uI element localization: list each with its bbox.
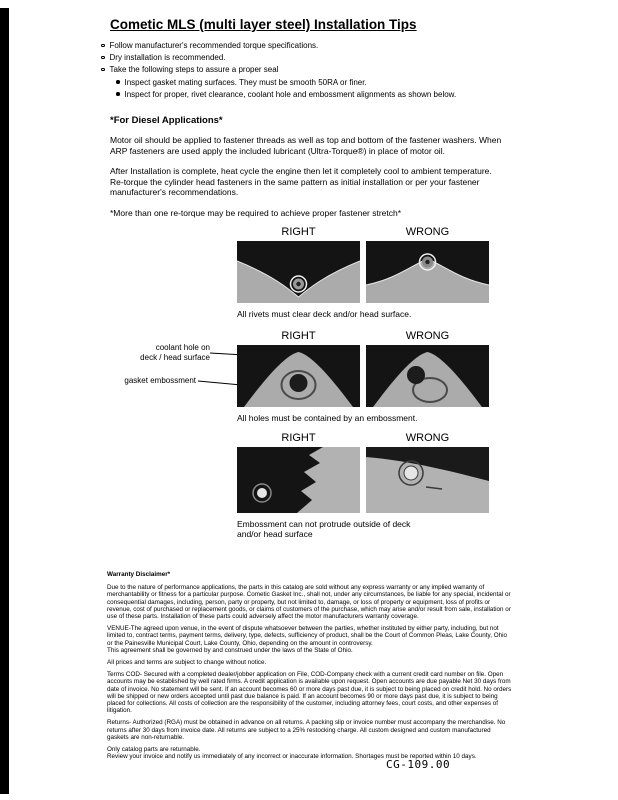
embossment-caption-line1: Embossment can not protrude outside of deck	[237, 519, 411, 529]
page-number: CG-109.00	[386, 758, 451, 771]
embossment-right-diagram	[237, 447, 360, 513]
disclaimer-paragraph: This agreement shall be governed by and construed under the laws of the State of Ohio.	[107, 646, 353, 654]
disclaimer-paragraph: VENUE-The agreed upon venue, in the event of dispute whatsoever between the parties, whether instituted by either party, including, but not limited to, contract terms, payment terms, delivery, type, defects, sufficiency of product, shall be the Court of Common Pleas, Lake County, Ohio or the Painesville Municipal Court, Lake County, Ohio, depending on the amount in controversy.	[107, 625, 508, 647]
gasket-embossment-label: gasket embossment	[124, 376, 196, 385]
rivet-right-diagram	[237, 241, 360, 303]
page-left-border	[0, 8, 9, 794]
diesel-paragraph-2: After Installation is complete, heat cycle the engine then let it completely cool to ambient temperature. Re-torque the cylinder head fasteners in the same pattern as initial installation or per your fastener manufacturer's recommendations.	[110, 166, 492, 198]
rivet-diagram-row	[237, 226, 489, 319]
warranty-disclaimer-section	[107, 571, 512, 765]
disclaimer-heading: Warranty Disclaimer*	[107, 571, 171, 578]
disclaimer-paragraph: Returns- Authorized (RGA) must be obtained in advance on all returns. A packing slip or invoice number must accompany the merchandise. No returns after 30 days from invoice date. All returns are subject to a 25% restocking charge. All custom designed and custom manufactured gaskets are non-returnable.	[107, 719, 506, 741]
list-item	[116, 90, 456, 102]
open-bullet-icon	[101, 44, 105, 48]
tip-text: Inspect gasket mating surfaces. They must be smooth 50RA or finer.	[124, 77, 367, 87]
page-title: Cometic MLS (multi layer steel) Installation Tips	[110, 17, 417, 32]
tip-text: Dry installation is recommended.	[109, 53, 226, 63]
coolant-hole-label-line2: deck / head surface	[140, 352, 210, 362]
right-wrong-labels	[237, 226, 489, 238]
right-wrong-labels	[237, 432, 489, 444]
diagram-images	[237, 241, 489, 303]
coolant-hole-diagram-row	[237, 330, 489, 423]
right-label: RIGHT	[281, 432, 316, 444]
wrong-label: WRONG	[405, 226, 450, 238]
wrong-label: WRONG	[405, 432, 450, 444]
disclaimer-paragraph: Due to the nature of performance applications, the parts in this catalog are sold without any express warranty or any implied warranty of merchantability or fitness for a particular purpose. Cometic Gasket Inc., shall not, under any circumstances, be liable for any special, incidental or consequential damages, including, person, party or property, but not limited to, damage, or loss of property or equipment, loss of profits or revenue, cost of purchased or replacement goods, or claims of customers of the purchase, which may arise and/or result from sale, installation or use of these parts. Installation of these parts could adversely affect the motor manufacturers warranty coverage.	[107, 584, 511, 621]
rivet-caption: All rivets must clear deck and/or head surface.	[237, 309, 412, 319]
retorque-note: *More than one re-torque may be required to achieve proper fastener stretch*	[110, 207, 402, 218]
diesel-paragraph-1: Motor oil should be applied to fastener threads as well as top and bottom of the fastener washers. When ARP fasteners are used apply the included lubricant (Ultra-Torque®) in place of motor oil.	[110, 135, 502, 156]
coolant-hole-right-diagram	[237, 345, 360, 407]
disclaimer-paragraph: Review your invoice and notify us immediately of any incorrect or inaccurate information. Shortages must be reported within 10 days.	[107, 753, 477, 761]
tip-text: Take the following steps to assure a proper seal	[109, 65, 279, 75]
disclaimer-paragraph: Only catalog parts are returnable.	[107, 746, 201, 754]
diesel-applications-section	[110, 115, 506, 218]
coolant-hole-caption: All holes must be contained by an embossment.	[237, 413, 418, 423]
embossment-caption	[237, 519, 489, 539]
installation-tips-list	[101, 41, 456, 102]
filled-bullet-icon	[116, 80, 120, 84]
right-label: RIGHT	[281, 226, 316, 238]
diesel-heading: *For Diesel Applications*	[110, 115, 223, 126]
coolant-hole-label	[118, 343, 210, 362]
coolant-hole-wrong-diagram	[366, 345, 489, 407]
diagram-images	[237, 447, 489, 513]
embossment-diagram-row	[237, 432, 489, 539]
open-bullet-icon	[101, 56, 105, 60]
disclaimer-paragraph: Terms COD- Secured with a completed dealer/jobber application on File, COD-Company check with a current credit card number on file. Open accounts may be established by well rated firms. A credit application is available upon request. Open accounts are due payable Net 30 days from date of invoice. No statement will be sent. If an account becomes 60 or more days past due, it is subject to being placed on credit hold. No orders will be shipped or new orders accepted until past due balance is paid. If an account becomes 90 or more days past due, it is subject to being placed for collections. All costs of collection are the responsibility of the customer, including attorney fees, court costs, and other expenses of litigation.	[107, 671, 512, 715]
rivet-wrong-diagram	[366, 241, 489, 303]
open-bullet-icon	[101, 68, 105, 72]
list-item	[101, 41, 456, 53]
wrong-label: WRONG	[405, 330, 450, 342]
list-item	[116, 78, 456, 90]
embossment-wrong-diagram	[366, 447, 489, 513]
list-item	[101, 65, 456, 77]
embossment-caption-line2: and/or head surface	[237, 529, 313, 539]
diagram-images	[237, 345, 489, 407]
disclaimer-paragraph: All prices and terms are subject to change without notice.	[107, 659, 267, 667]
tip-text: Follow manufacturer's recommended torque specifications.	[109, 41, 319, 50]
list-item	[101, 53, 456, 65]
filled-bullet-icon	[116, 92, 120, 96]
right-label: RIGHT	[281, 330, 316, 342]
tip-text: Inspect for proper, rivet clearance, coolant hole and embossment alignments as shown below.	[124, 89, 457, 99]
coolant-hole-label-line1: coolant hole on	[155, 343, 210, 352]
right-wrong-labels	[237, 330, 489, 342]
